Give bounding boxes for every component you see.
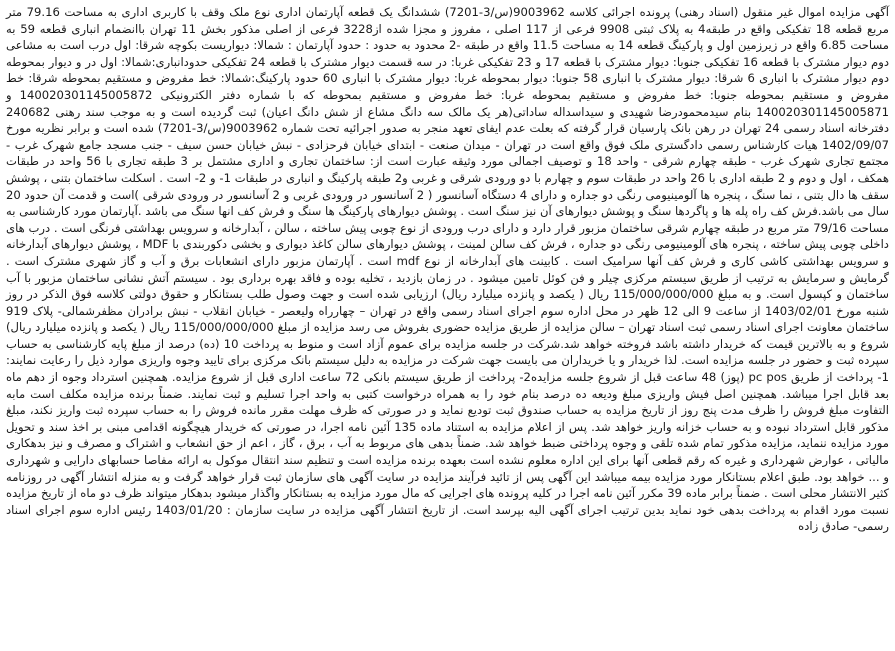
- auction-notice-text: آگهی مزایده اموال غیر منقول (اسناد رهنی) پرونده اجرائی کلاسه 9003962(س/3-7201) ششدانگ یک قطعه آپارتمان اداری نوع ملک وقف با کاربری اداری به مساحت 79.16 متر مربع قطعه 18 تفکیکی واقع در طبقه4 به پلاک ثبتی 9908 فرعی از 117 اصلی ، مفروز و مجزا شده از3228 فرعی از اصلی مذکور بخش 11 تهران باانضمام انباری قطعه 59 به مساحت 6.85 واقع در زیرزمین اول و پارکینگ قطعه 14 به مساحت 11.5 واقع در طبقه -2 محدود به حدود : حدود آپارتمان : شمالا: دیواریست بکوچه شرقا: اول درب است به مشاعی دوم دیوار مشترک با قطعه 16 تفکیکی جنوبا: دیوار مشترک با قطعه 17 و 23 تفکیکی غربا: در سه قسمت دیوار مشترک با قطعه 24 تفکیکی حدودانباری:شمالا: اول در و دیوار بمحوطه دوم دیوار مشترک با انباری 6 شرقا: دیوار مشترک با انباری 58 جنوبا: دیوار بمحوطه غربا: دیوار مشترک با انباری 60 حدود پارکینگ:شمالا: خط مفروض و مستقیم بمحوطه شرقا: خط مفروض و مستقیم بمحوطه جنوبا: خط مفروض و مستقیم بمحوطه غربا: خط مفروض و مستقیم بمحوطه که با شماره دفتر الکترونیکی 140020301145005872 و 140020301145005871 بنام سیدمحمودرضا شهیدی و سیداسداله ساداتی(هر یک مالک سه دانگ مشاع از شش دانگ اعیان) ثبت گردیده است و به موجب سند رهنی 240682 دفترخانه اسناد رسمی 24 تهران در رهن بانک پارسیان قرار گرفته که بعلت عدم ایفای تعهد منجر به صدور اجرائیه تحت شماره 9003962(س/3-7201) شده است و برابر نظریه مورخ 1402/09/07 هیات کارشناس رسمی دادگستری ملک فوق واقع است در تهران - میدان صنعت - ابتدای خیابان فرحزادی - نبش خیابان حسن سیف - جنب مسجد جامع شهرک غرب - مجتمع تجاری شهرک غرب - طبقه چهارم شرقی - واحد 18 و توصیف اجمالی مورد وثیقه عبارت است از: ساختمان تجاری و اداری مشتمل بر 3 طبقه تجاری با 56 واحد در طبقات همکف ، اول و دوم و 2 طبقه اداری با 26 واحد در طبقات سوم و چهارم با دو ورودی شرقی و غربی و2 طبقه پارکینگ و انباری در طبقات 1- و 2- است . اسکلت ساختمان بتنی ، پوشش سقف ها دال بتنی ، نما سنگ ، پنجره ها آلومینیومی رنگی دو جداره و دارای 4 دستگاه آسانسور ( 2 آسانسور در ورودی غربی و 2 آسانسور در ورودی شرقی )است و قدمت آن حدود 20 سال می باشد.فرش کف راه پله ها و پاگردها سنگ و پوشش دیوارهای آن نیز سنگ است . پوشش دیوارهای پارکینگ ها سنگ و فرش کف انها سنگ می باشد .آپارتمان مورد کارشناسی به مساحت 79/16 متر مربع در طبقه چهارم شرقی ساختمان مزبور قرار دارد و دارای درب ورودی از نوع چوبی پیش ساخته ، سالن ، آبدارخانه و سرویس بهداشتی فرنگی است . درب های داخلی چوبی پیش ساخته ، پنجره های آلومینیومی رنگی دو جداره ، فرش کف سالن لمینت ، پوشش دیوارهای سالن کاغذ دیواری و بخشی دکوربندی با MDF ، پوشش دیوارهای آبدارخانه و سرویس بهداشتی کاشی کاری و فرش کف آنها سرامیک است . کابینت های آبدارخانه از نوع mdf است . آپارتمان مزبور دارای انشعابات برق و آب و گاز شهری مشترک است . گرمایش و سرمایش به ترتیب از طریق سیستم مرکزی چیلر و فن کوئل تامین میشود . در زمان بازدید ، تخلیه بوده و فاقد بهره برداری بود . سیستم آتش نشانی ساختمان مزبور با آب ساختمان و کپسول است. و به مبلغ 115/000/000/000 ریال ( یکصد و پانزده میلیارد ریال) ارزیابی شده است و جهت وصول طلب بستانکار و حقوق دولتی کلاسه فوق الذکر در روز شنبه مورخ 1403/02/01 از ساعت 9 الی 12 ظهر در محل اداره سوم اجرای اسناد رسمی واقع در تهران – چهارراه ولیعصر - خیابان انقلاب - نبش برادران مظفرشمالی- پلاک 919 ساختمان معاونت اجرای اسناد رسمی ثبت اسناد تهران – سالن مزایده از طریق مزایده حضوری بفروش می رسد مزایده از مبلغ 115/000/000/000 ریال ( یکصد و پانزده میلیارد ریال) شروع و به بالاترین قیمت که خریدار داشته باشد فروخته خواهد شد.شرکت در جلسه مزایده برای عموم آزاد است و منوط به پرداخت 10 (ده) درصد از مبلغ پایه کارشناسی به حساب سپرده ثبت و حضور در جلسه مزایده است. لذا خریدار و یا خریداران می بایست جهت شرکت در مزایده به دلیل سیستم بانک مرکزی برای تایید وجوه واریزی موارد ذیل را رعایت نمایند: 1- پرداخت از طریق pc pos (پوز) 48 ساعت قبل از شروع جلسه مزایده2- پرداخت از طریق سیستم بانکی 72 ساعت اداری قبل از شروع مزایده. همچنین استرداد وجوه از دهم ماه بعد قابل اجرا میباشد. همچنین اصل فیش واریزی مبلغ ودیعه ده درصد بنام خود را به همراه درخواست کتبی به واحد اجرا تسلیم و ثبت نمایند. ضمناً برنده مزایده مکلف است مابه التفاوت مبلغ فروش را ظرف مدت پنج روز از تاریخ مزایده به حساب صندوق ثبت تودیع نماید و در صورتی که ظرف مهلت مقرر مانده فروش را به حساب سپرده ثبت واریز نکند، مبلغ مذکور قابل استرداد نبوده و به حساب خزانه واریز خواهد شد. پس از اعلام مزایده به استناد ماده 135 آئین نامه اجرا، در صورتی که خریدار هیچگونه اقدامی مبنی بر اخذ سند و تحویل مورد مزایده ننماید، مزایده مذکور تمام شده تلقی و وجوه پرداختی ضبط خواهد شد. ضمناً بدهی های مربوط به آب ، برق ، گاز ، اعم از حق انشعاب و اشتراک و مصرف و نیز بدهکاری مالیاتی ، عوارض شهرداری و غیره که رقم قطعی آنها برای این اداره معلوم نشده است بعهده برنده مزایده است و تنظیم سند انتقال موکول به ارائه مفاصا حسابهای دارایی و شهرداری و ... خواهد بود. طبق اعلام بستانکار مورد مزایده بیمه میباشد این آگهی پس از تائید فرآیند مزایده در سایت آگهی های سازمان ثبت قرار خواهد گرفت و به منزله انتشار آگهی در روزنامه کثیر الانتشار محلی است . ضمناً برابر ماده 39 مکرر آئین نامه اجرا در کلیه پرونده های اجرایی که مال مورد مزایده به بستانکار واگذار میشود بدهکار میتواند ظرف دو ماه از تاریخ مزایده نسبت مورد اقدام به پرداخت بدهی خود نماید بدین ترتیب اجرای آگهی الیه بپرسد است. از تاریخ انتشار آگهی مزایده در سایت سازمان : 1403/01/20 رئیس اداره سوم اجرای اسناد رسمی- صادق زاده: [6, 5, 890, 534]
